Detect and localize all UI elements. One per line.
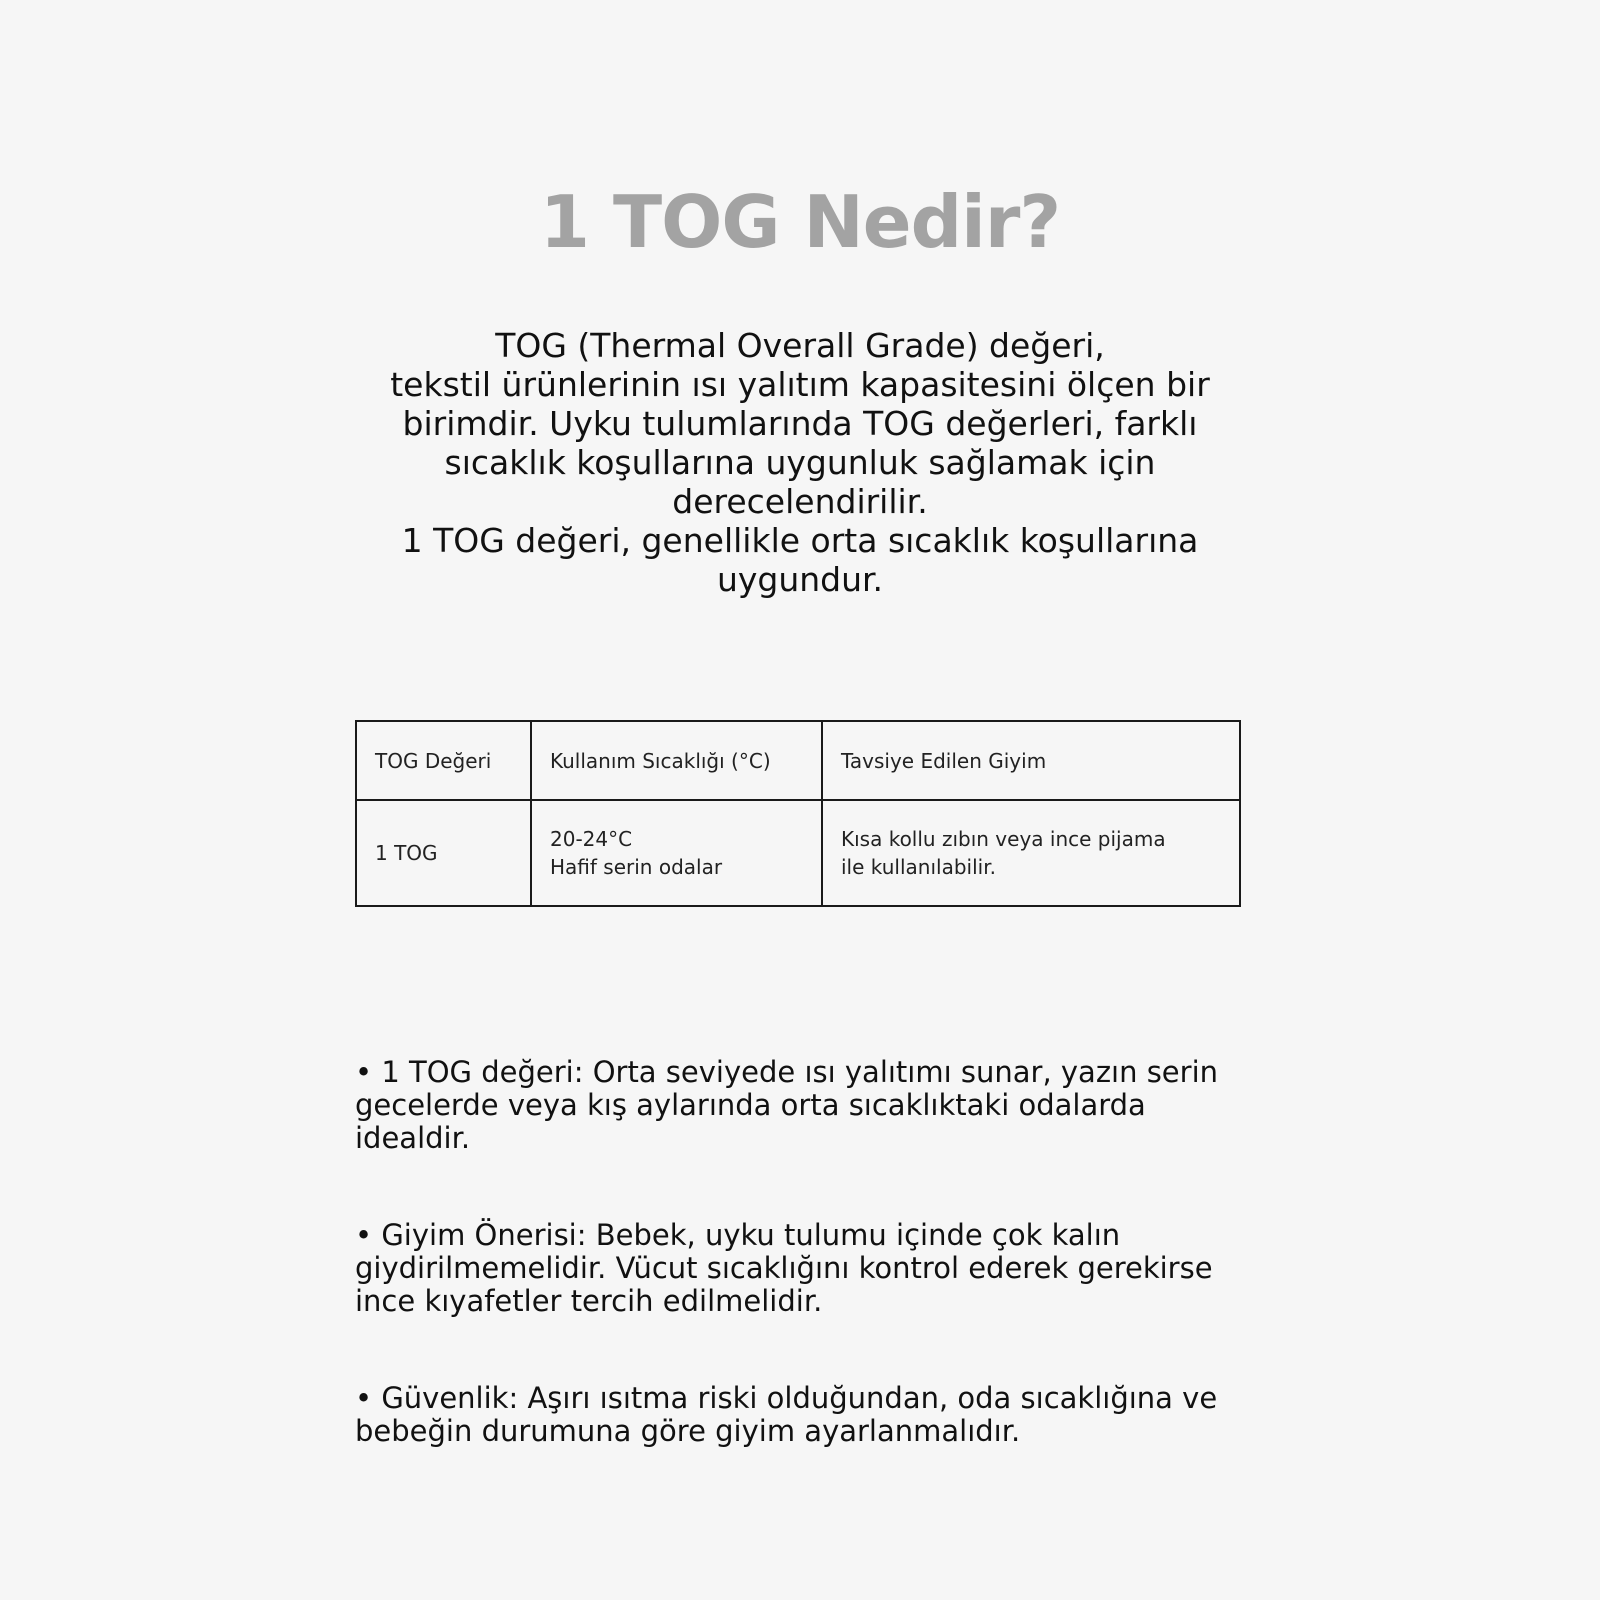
header-usage-temperature: Kullanım Sıcaklığı (°C) — [531, 721, 822, 800]
header-tog-value: TOG Değeri — [356, 721, 531, 800]
cell-recommended-clothing — [822, 800, 1240, 906]
page-title: 1 TOG Nedir? — [539, 180, 1061, 264]
intro-line: TOG (Thermal Overall Grade) değeri, — [495, 326, 1105, 365]
intro-line: uygundur. — [716, 560, 884, 599]
table-row — [356, 800, 1240, 906]
intro-line: birimdir. Uyku tulumlarında TOG değerleri, farklı — [402, 404, 1198, 443]
intro-line: derecelendirilir. — [672, 482, 928, 521]
bullet-tog-value: • 1 TOG değeri: Orta seviyede ısı yalıtımı sunar, yazın serin gecelerde veya kış aylarında orta sıcaklıktaki odalarda idealdir. — [355, 1055, 1219, 1155]
header-recommended-clothing: Tavsiye Edilen Giyim — [822, 721, 1240, 800]
bullet-clothing-advice: • Giyim Önerisi: Bebek, uyku tulumu içinde çok kalın giydirilmemelidir. Vücut sıcaklığını kontrol ederek gerekirse ince kıyafetler tercih edilmelidir. — [355, 1218, 1213, 1318]
intro-line: tekstil ürünlerinin ısı yalıtım kapasitesini ölçen bir — [390, 365, 1210, 404]
clothing-line: ile kullanılabilir. — [841, 855, 996, 879]
temperature-note: Hafif serin odalar — [550, 855, 723, 879]
intro-paragraph — [360, 326, 1240, 599]
temperature-range: 20-24°C — [550, 827, 633, 851]
clothing-line: Kısa kollu zıbın veya ince pijama — [841, 827, 1166, 851]
cell-usage-temperature — [531, 800, 822, 906]
table-header-row — [356, 721, 1240, 800]
intro-line: sıcaklık koşullarına uygunluk sağlamak için — [444, 443, 1156, 482]
bullet-list — [355, 1056, 1235, 1512]
tog-table — [355, 720, 1241, 907]
cell-tog-value: 1 TOG — [356, 800, 531, 906]
bullet-safety: • Güvenlik: Aşırı ısıtma riski olduğundan, oda sıcaklığına ve bebeğin durumuna göre giyim ayarlanmalıdır. — [355, 1381, 1218, 1448]
intro-line: 1 TOG değeri, genellikle orta sıcaklık koşullarına — [401, 521, 1199, 560]
